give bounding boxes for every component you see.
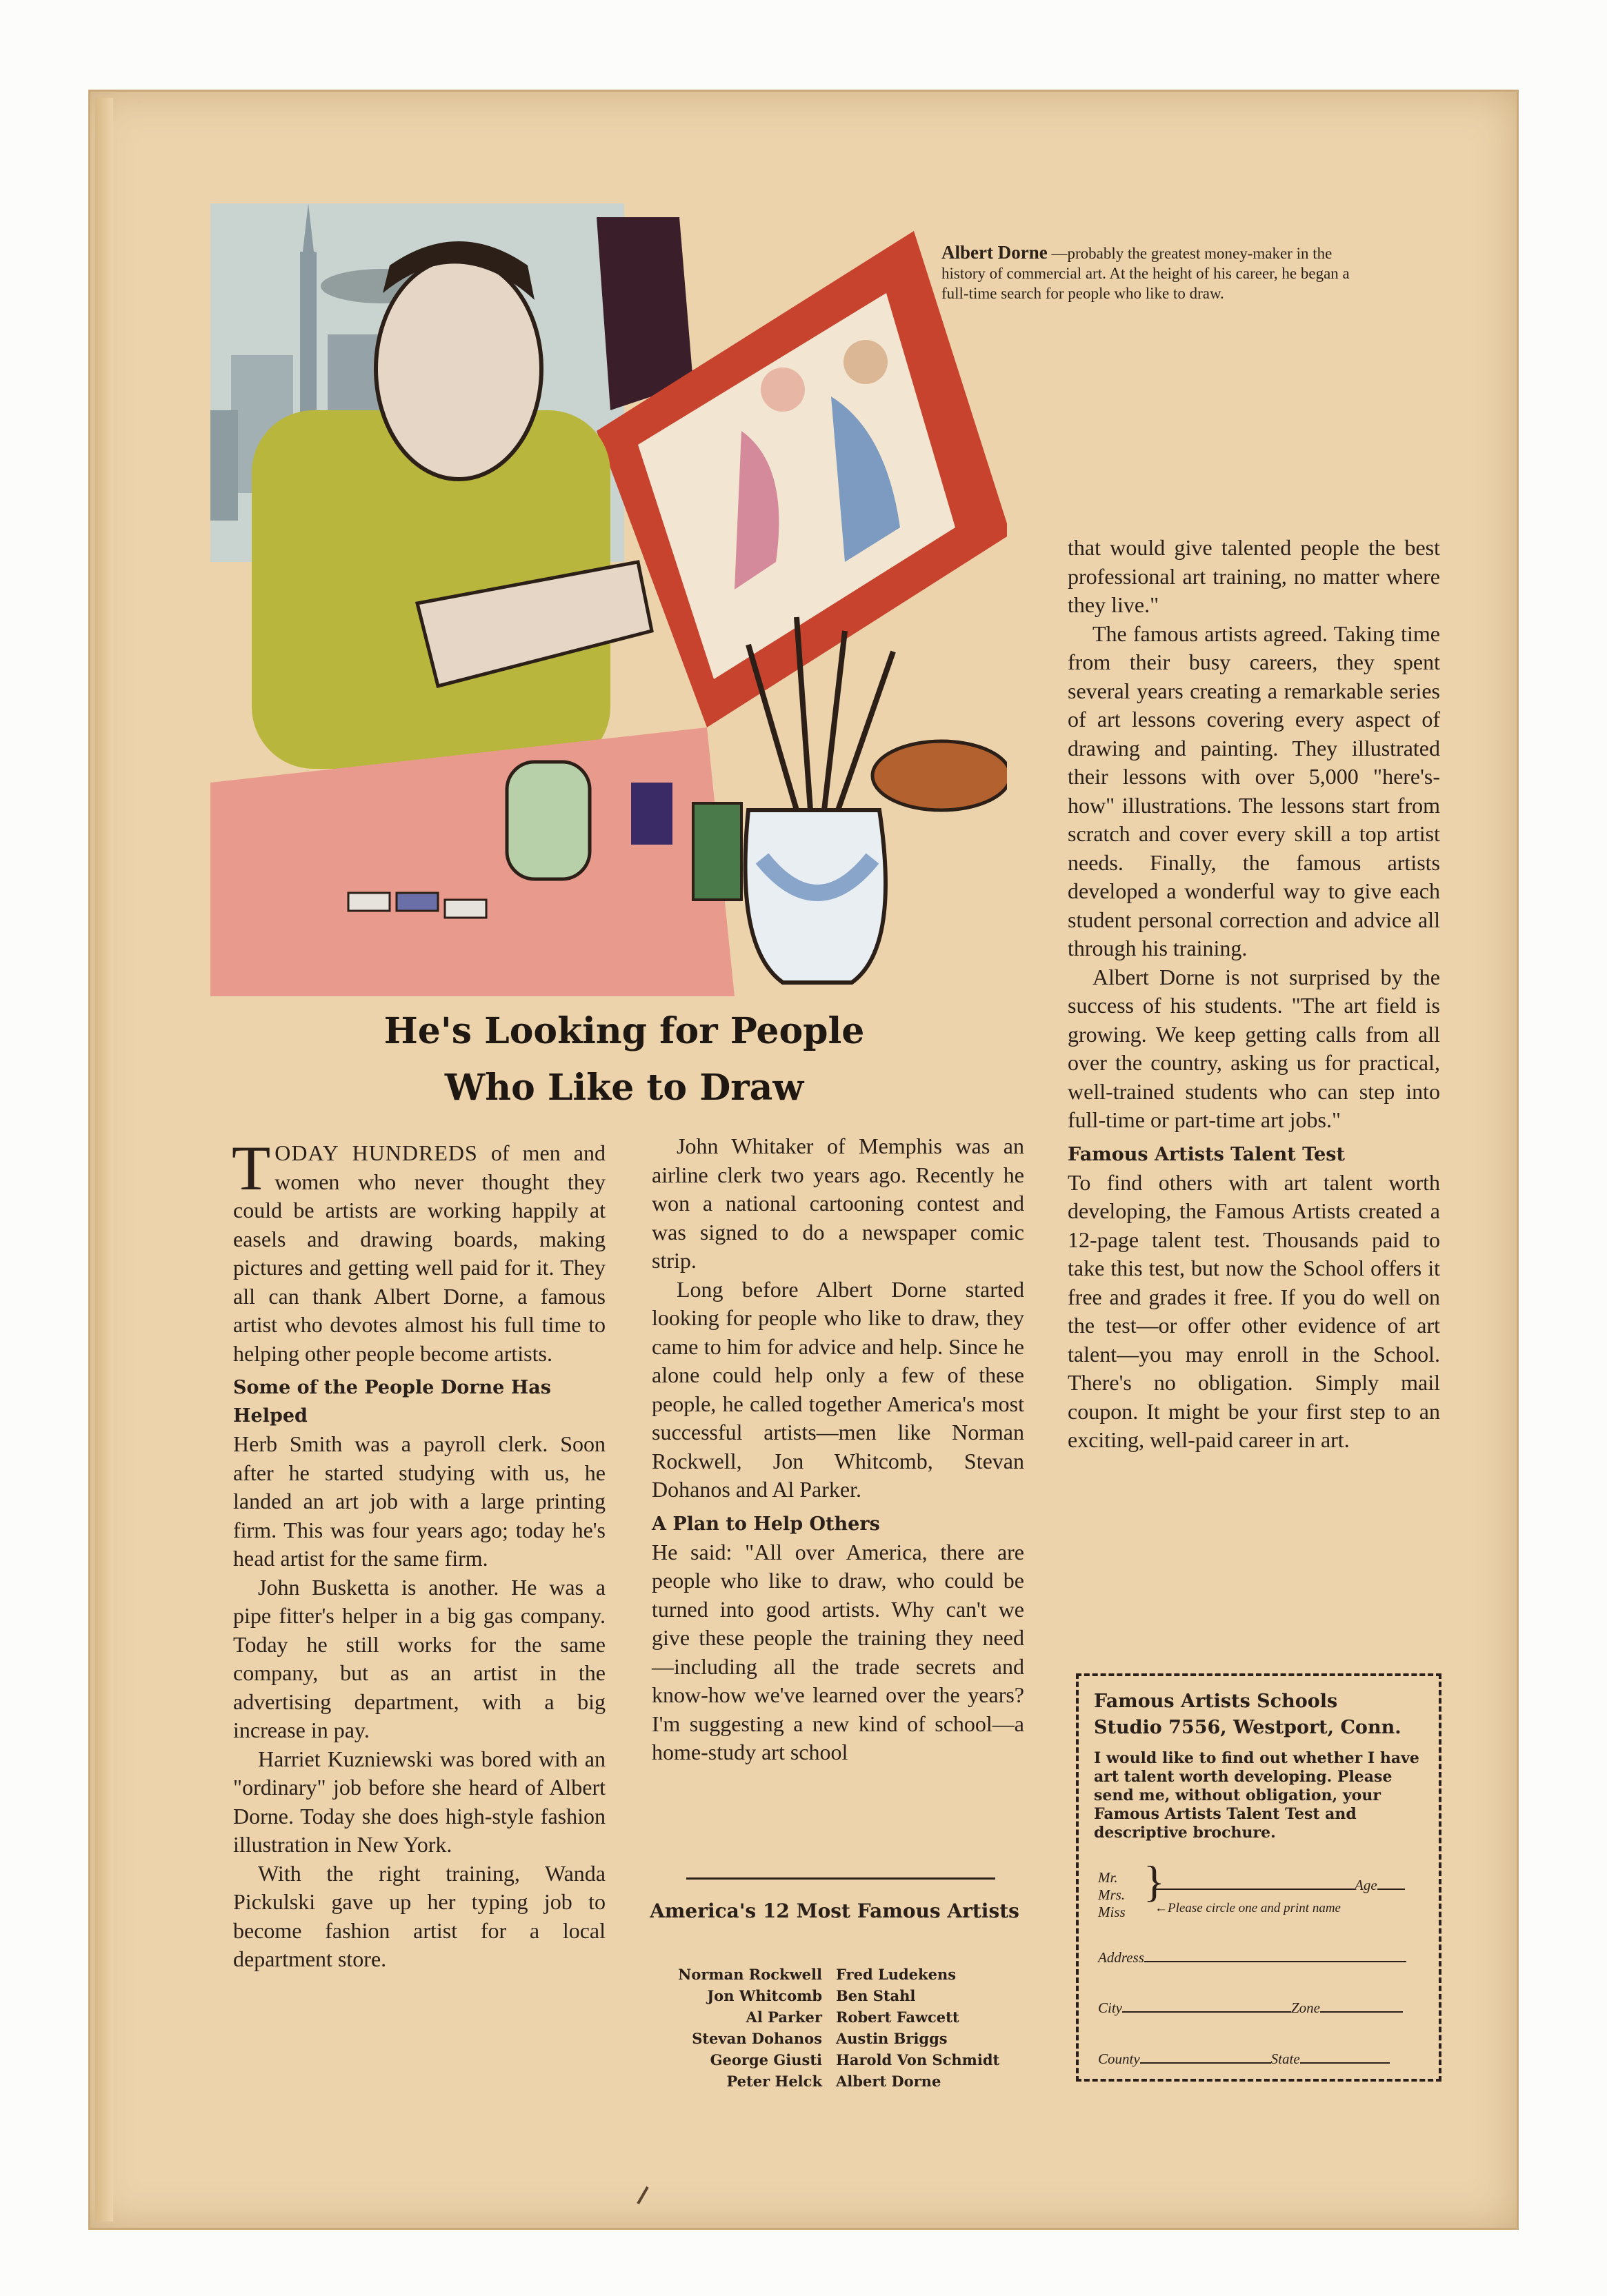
- sketch-woman: [761, 367, 805, 412]
- state-label: State: [1270, 2051, 1300, 2067]
- title-mr[interactable]: Mr.: [1098, 1869, 1118, 1886]
- artist-name: George Giusti: [710, 2051, 822, 2068]
- artist-name: Ben Stahl: [836, 1987, 916, 2004]
- artist-name: Jon Whitcomb: [707, 1987, 822, 2004]
- name-line[interactable]: [1155, 1876, 1405, 1894]
- illustration-svg: [210, 203, 1007, 996]
- zone-input-line[interactable]: [1320, 1999, 1403, 2013]
- col1-paragraph-2: Herb Smith was a payroll clerk. Soon after he started studying with us, he landed an art job with a large printing firm. This was four years ago; today he's head artist for the same firm.: [233, 1431, 606, 1571]
- green-bottle: [693, 803, 741, 900]
- paint-jar-stack: [507, 762, 590, 879]
- col1-paragraph-3: John Busketta is another. He was a pipe fitter's helper in a big gas company. Today he still works for the same company, but as an artist in the advertising department, with a big increase in pay.: [233, 1574, 606, 1742]
- skyscraper: [300, 252, 317, 431]
- address-field[interactable]: [1098, 1948, 1406, 1966]
- artist-names-right: [836, 1964, 1043, 2092]
- caption-name: Albert Dorne: [941, 242, 1048, 263]
- county-state-field[interactable]: [1098, 2050, 1390, 2068]
- artist-name: Harold Von Schmidt: [836, 2051, 1000, 2068]
- circle-note: ←Please circle one and print name: [1155, 1901, 1341, 1915]
- article-column-2: [652, 1132, 1024, 1767]
- headline: [262, 1003, 986, 1116]
- city-zone-field[interactable]: [1098, 1999, 1403, 2017]
- county-input-line[interactable]: [1140, 2050, 1271, 2064]
- artist-name: Stevan Dohanos: [692, 2030, 822, 2047]
- state-input-line[interactable]: [1300, 2050, 1390, 2064]
- drop-cap: T: [232, 1133, 271, 1203]
- ink-bottle: [631, 783, 672, 845]
- bowl: [872, 741, 1007, 810]
- headline-line-2: Who Like to Draw: [444, 1067, 804, 1109]
- subhead-talent-test: Famous Artists Talent Test: [1068, 1143, 1345, 1165]
- artist-names-left: [621, 1964, 822, 2092]
- col1-paragraph-5: With the right training, Wanda Pickulski gave up her typing job to become fashion artist for a local department store.: [233, 1860, 606, 1971]
- col1-paragraph-4: Harriet Kuzniewski was bored with an "ordinary" job before she heard of Albert Dorne. Today she does high-style fashion illustration in New York.: [233, 1746, 606, 1857]
- address-label: Address: [1098, 1949, 1144, 1966]
- col2-paragraph-3: He said: "All over America, there are people who like to draw, who could be turned into good artists. Why can't we give these people the training they need—including all the trade secrets and know-how we've learned over the years? I'm suggesting a new kind of school—a home-study art school: [652, 1539, 1024, 1764]
- artist-name: Norman Rockwell: [678, 1966, 822, 1983]
- article-column-3: [1068, 534, 1440, 1455]
- building-3: [210, 410, 238, 521]
- artist-name: Robert Fawcett: [836, 2008, 959, 2026]
- county-label: County: [1098, 2051, 1140, 2067]
- col2-paragraph-1: John Whitaker of Memphis was an airline clerk two years ago. Recently he won a national cartooning contest and was signed to do a newspaper comic strip.: [652, 1134, 1024, 1273]
- mail-coupon[interactable]: [1076, 1673, 1441, 2082]
- title-mrs[interactable]: Mrs.: [1098, 1886, 1126, 1903]
- article-column-1: [232, 1133, 606, 1974]
- col3-paragraph-1: that would give talented people the best professional art training, no matter where they live.": [1068, 535, 1440, 617]
- col3-paragraph-3: Albert Dorne is not surprised by the success of his students. "The art field is growing. We keep getting calls from all over the country, asking us for practical, well-trained students who can step into full-time or part-time art jobs.": [1068, 964, 1440, 1132]
- sketch-man: [844, 340, 888, 384]
- illustration-caption: [941, 243, 1376, 303]
- face: [376, 259, 541, 479]
- col1-p1-text: of men and women who never thought they could be artists are working happily at easels and drawing boards, making pictures and getting well paid for it. They all can thank Albert Dorne, a famous artist who devotes almost his full time to helping other people become artists.: [233, 1140, 606, 1366]
- divider-rule: [686, 1877, 995, 1880]
- artist-name: Albert Dorne: [836, 2073, 941, 2090]
- name-input-line[interactable]: [1155, 1876, 1355, 1890]
- page-edge: [95, 98, 113, 2222]
- coupon-studio-address: Studio 7556, Westport, Conn.: [1094, 1717, 1401, 1738]
- col2-paragraph-2: Long before Albert Dorne started looking for people who like to draw, they came to him for advice and help. Since he alone could help only a few of these people, he called together America's most successful artists—men like Norman Rockwell, Jon Whitcomb, Stevan Dohanos and Al Parker.: [652, 1276, 1024, 1502]
- lead-smallcaps: ODAY HUNDREDS: [275, 1140, 478, 1165]
- artist-name: Peter Helck: [726, 2073, 822, 2090]
- city-label: City: [1098, 2000, 1122, 2016]
- artist-name: Al Parker: [746, 2008, 822, 2026]
- age-input-line[interactable]: [1377, 1876, 1405, 1890]
- brace: }: [1144, 1857, 1165, 1906]
- col3-paragraph-4: To find others with art talent worth developing, the Famous Artists created a 12-page talent test. Thousands paid to take this test, but now the School offers it free and grades it free. If you do well on the test—or offer other evidence of art talent—you may enroll in the School. There's no obligation. Simply mail coupon. It might be your first step to an exciting, well-paid career in art.: [1068, 1169, 1440, 1452]
- headline-line-1: He's Looking for People: [383, 1010, 865, 1052]
- coupon-request-text: I would like to find out whether I have art talent worth developing. Please send me, without obligation, your Famous Artists Talent Test and descriptive brochure.: [1094, 1749, 1419, 1842]
- caption-text: —probably the greatest money-maker in the history of commercial art. At the height of his career, he began a full-time search for people who like to draw.: [941, 245, 1350, 302]
- col3-paragraph-2: The famous artists agreed. Taking time from their busy careers, they spent several years creating a remarkable series of art lessons covering every aspect of drawing and painting. They illustrated their lessons with over 5,000 "here's-how" illustrations. The lessons start from scratch and cover every skill a top artist needs. Finally, the famous artists developed a wonderful way to give each student personal correction and advice all through his training.: [1068, 621, 1440, 960]
- name-field[interactable]: [1098, 1857, 1165, 1921]
- subhead-people-helped: Some of the People Dorne Has Helped: [233, 1377, 551, 1427]
- famous-artists-list-title: America's 12 Most Famous Artists: [650, 1900, 1019, 1922]
- city-input-line[interactable]: [1122, 1999, 1291, 2013]
- col1-paragraph-1: [232, 1133, 606, 1368]
- zone-label: Zone: [1291, 2000, 1320, 2016]
- artist-name: Austin Briggs: [836, 2030, 948, 2047]
- artist-name: Fred Ludekens: [836, 1966, 957, 1983]
- coupon-school-name: Famous Artists Schools: [1094, 1691, 1338, 1712]
- subhead-plan: A Plan to Help Others: [652, 1513, 880, 1535]
- title-miss[interactable]: Miss: [1098, 1904, 1126, 1920]
- address-input-line[interactable]: [1144, 1948, 1406, 1962]
- desk: [210, 727, 735, 996]
- albert-dorne-illustration: [210, 203, 1007, 996]
- age-label: Age: [1355, 1877, 1377, 1893]
